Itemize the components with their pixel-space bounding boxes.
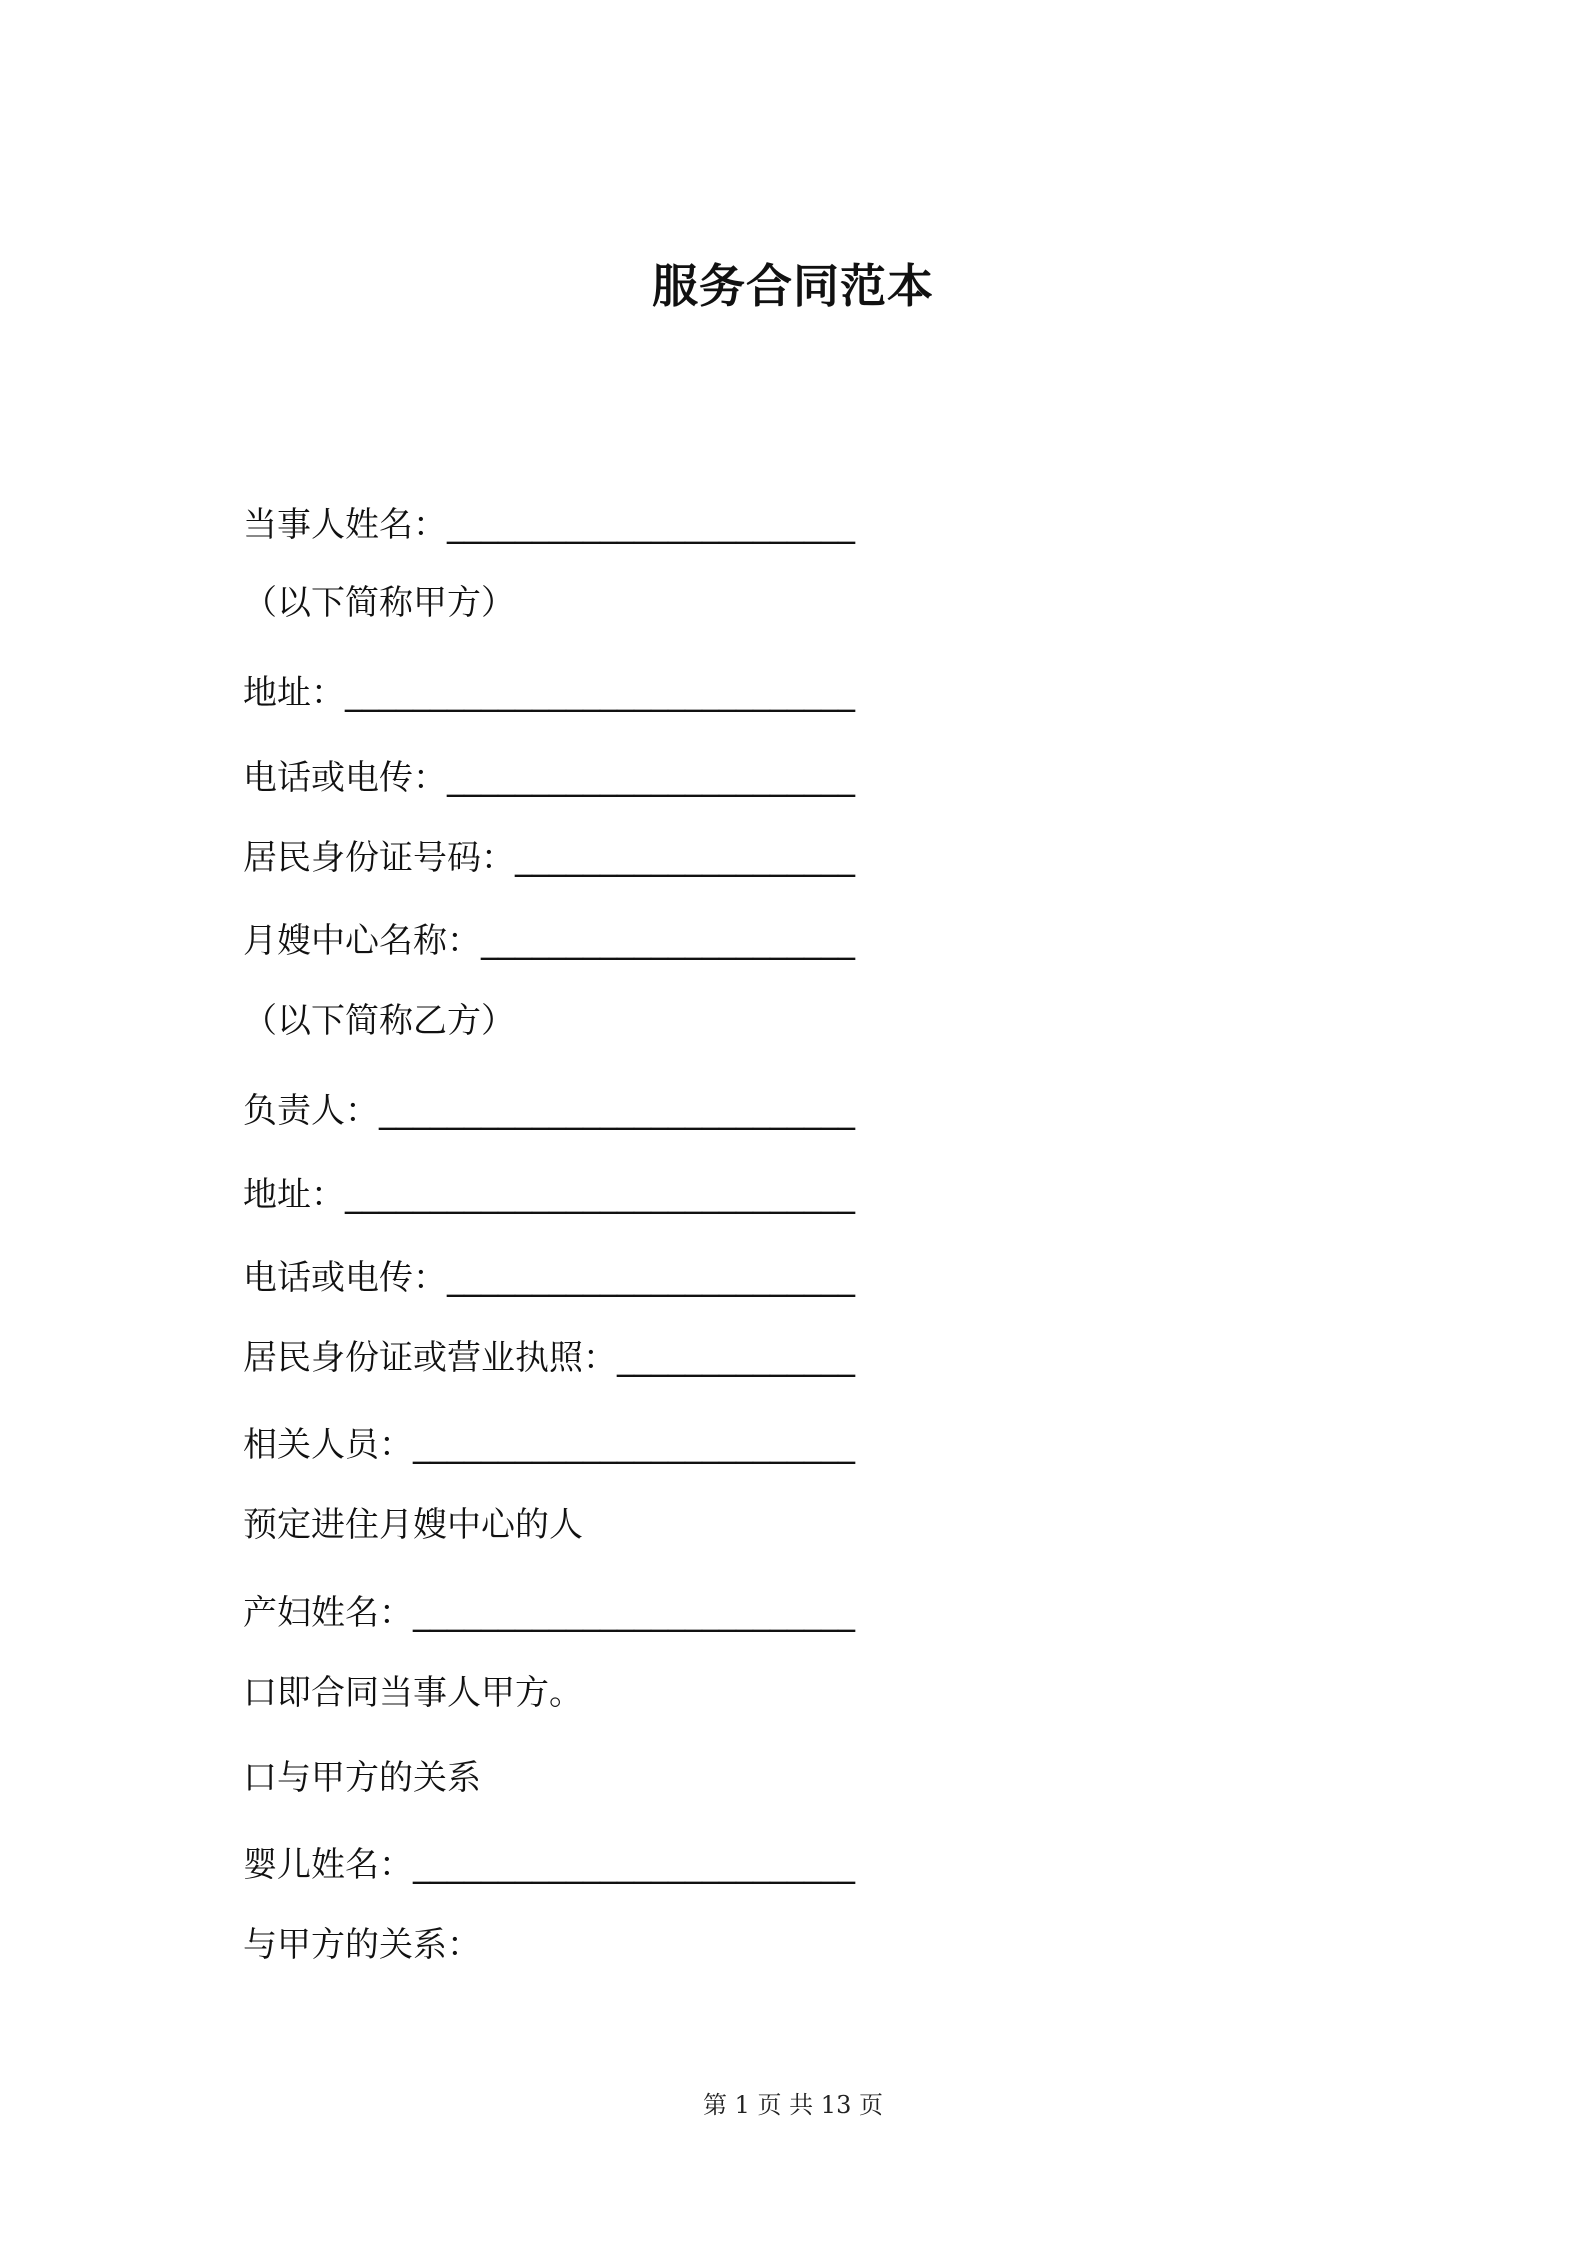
baby-name-label: 婴儿姓名： [243, 1845, 413, 1885]
baby-relation-line [243, 1922, 481, 1968]
center-name-line [243, 918, 855, 964]
party-b-license-label: 居民身份证或营业执照： [243, 1338, 617, 1378]
party-a-phone-line [243, 755, 855, 801]
mother-relation-line [243, 1755, 481, 1801]
party-b-phone-label: 电话或电传： [243, 1258, 447, 1298]
party-b-address-blank: ______________________________ [345, 1175, 855, 1215]
baby-name-blank: __________________________ [413, 1845, 855, 1885]
related-persons-line [243, 1422, 855, 1468]
related-persons-blank: __________________________ [413, 1425, 855, 1465]
party-b-manager-label: 负责人： [243, 1091, 379, 1131]
baby-name-line [243, 1842, 855, 1888]
party-a-name-label: 当事人姓名： [243, 505, 447, 545]
party-a-address-label: 地址： [243, 673, 345, 713]
party-a-id-line [243, 835, 855, 881]
page-number-footer: 第 1 页 共 13 页 [703, 2091, 883, 2119]
party-b-manager-line [243, 1088, 855, 1134]
party-a-id-label: 居民身份证号码： [243, 838, 515, 878]
party-b-phone-line [243, 1255, 855, 1301]
mother-is-party-a-line [243, 1670, 583, 1716]
party-b-manager-blank: ____________________________ [379, 1091, 855, 1131]
party-a-address-line [243, 670, 855, 716]
residents-heading: 预定进住月嫂中心的人 [243, 1505, 583, 1545]
party-a-id-blank: ____________________ [515, 838, 855, 878]
party-b-license-blank: ______________ [617, 1338, 855, 1378]
party-a-name-blank: ________________________ [447, 505, 855, 545]
party-a-phone-blank: ________________________ [447, 758, 855, 798]
mother-relation-option: 口与甲方的关系 [243, 1758, 481, 1798]
party-b-phone-blank: ________________________ [447, 1258, 855, 1298]
center-name-label: 月嫂中心名称： [243, 921, 481, 961]
center-name-blank: ______________________ [481, 921, 855, 961]
residents-heading-line [243, 1502, 583, 1548]
party-b-address-label: 地址： [243, 1175, 345, 1215]
party-a-name-line [243, 502, 855, 548]
mother-name-label: 产妇姓名： [243, 1593, 413, 1633]
party-a-note: （以下简称甲方） [243, 583, 515, 623]
mother-name-blank: __________________________ [413, 1593, 855, 1633]
mother-is-party-a-option: 口即合同当事人甲方。 [243, 1673, 583, 1713]
party-b-note: （以下简称乙方） [243, 1001, 515, 1041]
party-b-note-line [243, 998, 515, 1044]
party-a-address-blank: ______________________________ [345, 673, 855, 713]
related-persons-label: 相关人员： [243, 1425, 413, 1465]
document-title: 服务合同范本 [652, 259, 934, 313]
party-b-license-line [243, 1335, 855, 1381]
baby-relation-label: 与甲方的关系： [243, 1925, 481, 1965]
mother-name-line [243, 1590, 855, 1636]
party-b-address-line [243, 1172, 855, 1218]
party-a-phone-label: 电话或电传： [243, 758, 447, 798]
party-a-note-line [243, 580, 515, 626]
